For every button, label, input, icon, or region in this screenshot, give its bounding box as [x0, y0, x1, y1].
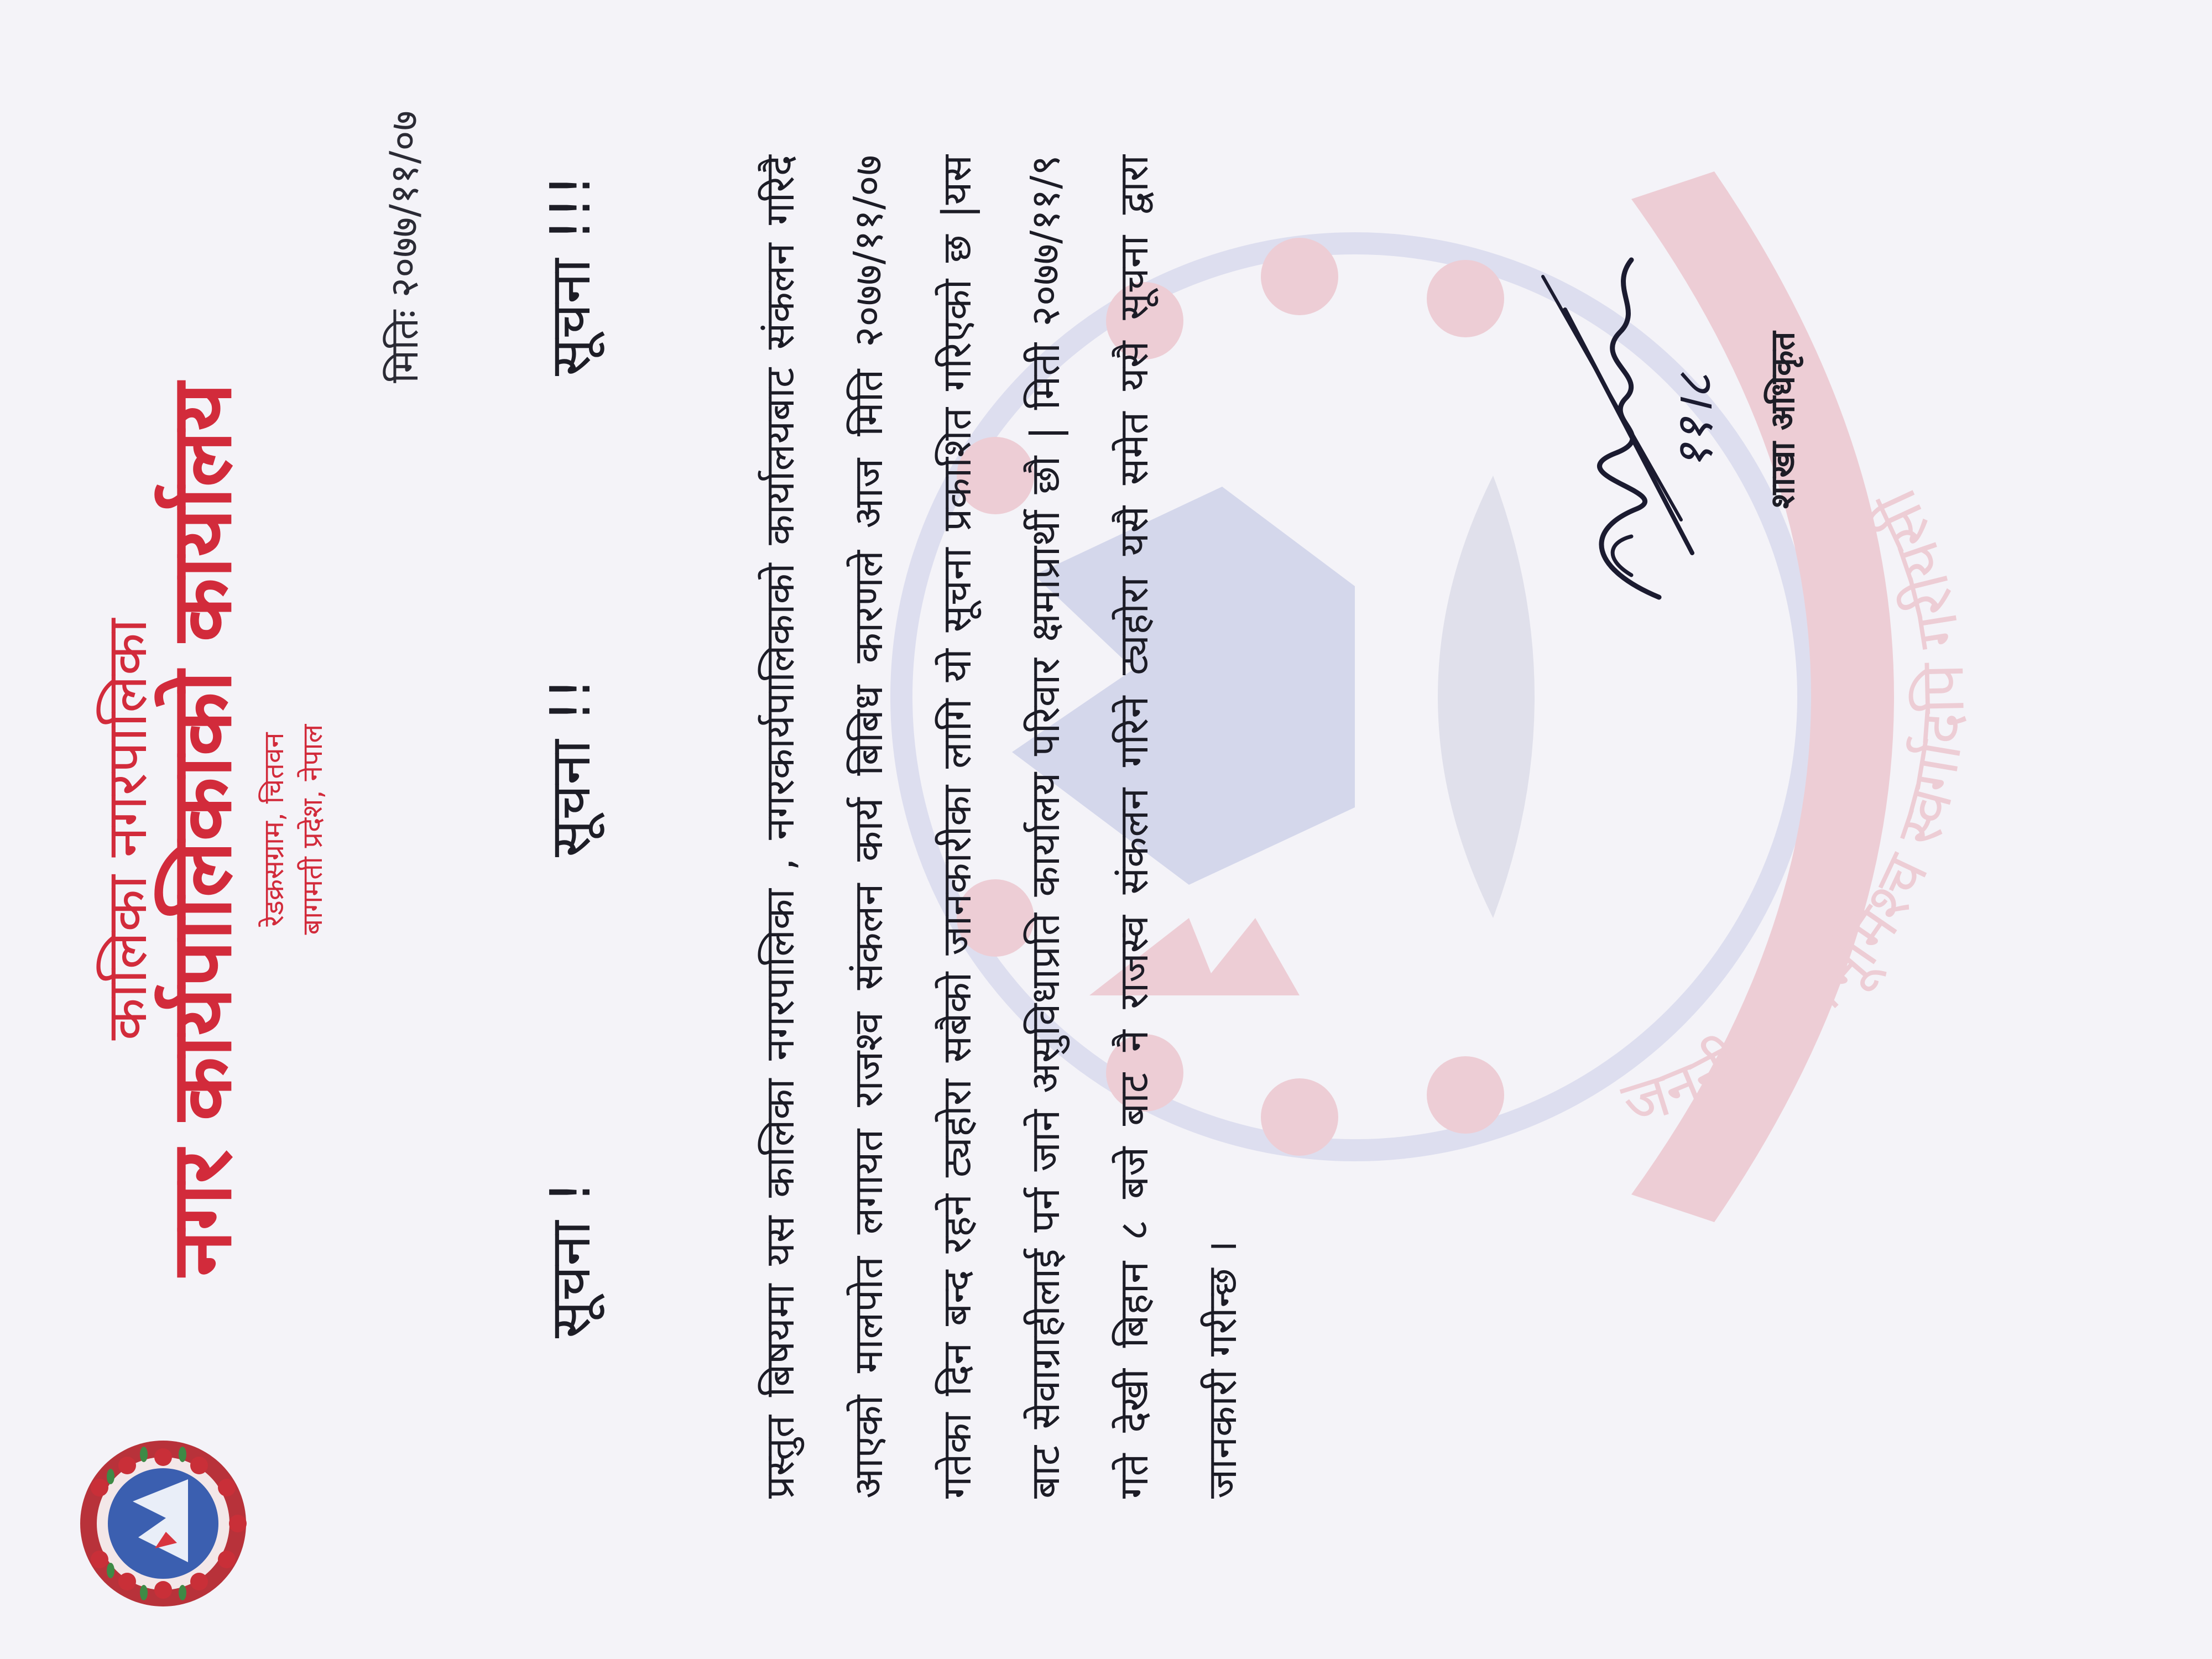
- handwritten-signature: [1493, 221, 1770, 619]
- address-line-1: रेडक्रसग्राम, चितवन: [258, 732, 290, 927]
- watermark-motto: जननी जन्मभूमिश्च स्वर्गादपि गरीयसी: [1614, 479, 1978, 1140]
- signature-date: ११।८: [1666, 373, 1724, 470]
- municipality-name: कालिका नगरपालिका: [95, 618, 159, 1041]
- address-line-2: बागमती प्रदेश, नेपाल: [296, 724, 328, 935]
- notice-body-text: प्रस्तुत बिषयमा यस कालिका नगरपालिका , नगरकार्यपालिकाको कार्यालयबाट संकलन गरिदै आएको मालपोत लगायत राजश्व संकलन कार्य बिबिध कारणले आज मिति २०७७/११/०७ गतेका दिन बन्द रहने ट्यहोरा सबैको जानकारीका लागि यो सूचना प्रकाशित गरिएको छ |यस बाट सेवाग्राहीलाई पर्न जाने असुविधाप्रति कार्यालय परिवार क्षमाप्रार्थी छौ | मिती २०७७/११/९ गते देखी बिहान ८ बजे बाट नै राजस्व संकलन गरिने ट्यहोरा यसै समेत यसै सूचना द्वारा जानकारी गरीन्छ ।: [757, 155, 1245, 1499]
- signatory-title: शाखा अधिकृत: [1764, 331, 1802, 509]
- office-title: नगर कार्यपालिकाको कार्यालय: [154, 383, 250, 1276]
- notice-heading-1: सूचना !: [538, 1181, 603, 1338]
- notice-date: मितिः २०७७/११/०७: [382, 111, 427, 383]
- notice-heading-3: सूचना !!!: [538, 174, 603, 376]
- notice-heading-2: सूचना !!: [538, 677, 603, 857]
